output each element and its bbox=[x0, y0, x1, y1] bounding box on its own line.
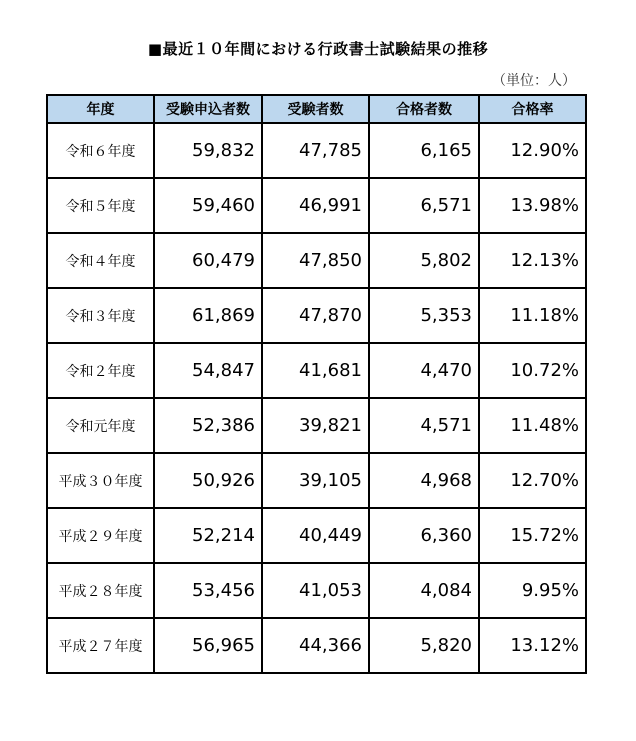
applicants-cell: 52,386 bbox=[154, 398, 262, 453]
header-passers: 合格者数 bbox=[369, 95, 479, 123]
applicants-cell: 56,965 bbox=[154, 618, 262, 673]
table-row bbox=[47, 508, 586, 563]
applicants-cell: 61,869 bbox=[154, 288, 262, 343]
year-cell: 平成３０年度 bbox=[47, 453, 154, 508]
applicants-cell: 50,926 bbox=[154, 453, 262, 508]
examinees-cell: 40,449 bbox=[262, 508, 369, 563]
examinees-cell: 47,870 bbox=[262, 288, 369, 343]
pass-rate-cell: 11.18% bbox=[479, 288, 586, 343]
exam-results-table bbox=[46, 94, 587, 674]
table-row bbox=[47, 563, 586, 618]
pass-rate-cell: 10.72% bbox=[479, 343, 586, 398]
year-cell: 令和４年度 bbox=[47, 233, 154, 288]
year-cell: 令和２年度 bbox=[47, 343, 154, 398]
examinees-cell: 41,681 bbox=[262, 343, 369, 398]
year-cell: 令和５年度 bbox=[47, 178, 154, 233]
year-cell: 令和元年度 bbox=[47, 398, 154, 453]
examinees-cell: 39,821 bbox=[262, 398, 369, 453]
table-row bbox=[47, 123, 586, 178]
passers-cell: 4,968 bbox=[369, 453, 479, 508]
examinees-cell: 44,366 bbox=[262, 618, 369, 673]
passers-cell: 6,165 bbox=[369, 123, 479, 178]
examinees-cell: 47,850 bbox=[262, 233, 369, 288]
passers-cell: 6,571 bbox=[369, 178, 479, 233]
year-cell: 平成２８年度 bbox=[47, 563, 154, 618]
pass-rate-cell: 11.48% bbox=[479, 398, 586, 453]
year-cell: 平成２９年度 bbox=[47, 508, 154, 563]
pass-rate-cell: 12.70% bbox=[479, 453, 586, 508]
pass-rate-cell: 13.12% bbox=[479, 618, 586, 673]
applicants-cell: 59,460 bbox=[154, 178, 262, 233]
table-row bbox=[47, 453, 586, 508]
applicants-cell: 59,832 bbox=[154, 123, 262, 178]
table-row bbox=[47, 343, 586, 398]
applicants-cell: 52,214 bbox=[154, 508, 262, 563]
header-pass-rate: 合格率 bbox=[479, 95, 586, 123]
examinees-cell: 41,053 bbox=[262, 563, 369, 618]
passers-cell: 4,084 bbox=[369, 563, 479, 618]
header-year: 年度 bbox=[47, 95, 154, 123]
passers-cell: 6,360 bbox=[369, 508, 479, 563]
table-header-row bbox=[47, 95, 586, 123]
examinees-cell: 46,991 bbox=[262, 178, 369, 233]
passers-cell: 5,802 bbox=[369, 233, 479, 288]
passers-cell: 5,353 bbox=[369, 288, 479, 343]
examinees-cell: 39,105 bbox=[262, 453, 369, 508]
applicants-cell: 54,847 bbox=[154, 343, 262, 398]
applicants-cell: 60,479 bbox=[154, 233, 262, 288]
examinees-cell: 47,785 bbox=[262, 123, 369, 178]
year-cell: 令和６年度 bbox=[47, 123, 154, 178]
table-row bbox=[47, 288, 586, 343]
pass-rate-cell: 9.95% bbox=[479, 563, 586, 618]
passers-cell: 4,470 bbox=[369, 343, 479, 398]
header-examinees: 受験者数 bbox=[262, 95, 369, 123]
table-row bbox=[47, 618, 586, 673]
document-title: ■最近１０年間における行政書士試験結果の推移 bbox=[147, 40, 489, 58]
unit-note: （単位：人） bbox=[492, 73, 576, 89]
pass-rate-cell: 13.98% bbox=[479, 178, 586, 233]
table-row bbox=[47, 178, 586, 233]
pass-rate-cell: 15.72% bbox=[479, 508, 586, 563]
passers-cell: 5,820 bbox=[369, 618, 479, 673]
header-applicants: 受験申込者数 bbox=[154, 95, 262, 123]
applicants-cell: 53,456 bbox=[154, 563, 262, 618]
passers-cell: 4,571 bbox=[369, 398, 479, 453]
table-row bbox=[47, 233, 586, 288]
year-cell: 平成２７年度 bbox=[47, 618, 154, 673]
pass-rate-cell: 12.90% bbox=[479, 123, 586, 178]
pass-rate-cell: 12.13% bbox=[479, 233, 586, 288]
year-cell: 令和３年度 bbox=[47, 288, 154, 343]
table-row bbox=[47, 398, 586, 453]
